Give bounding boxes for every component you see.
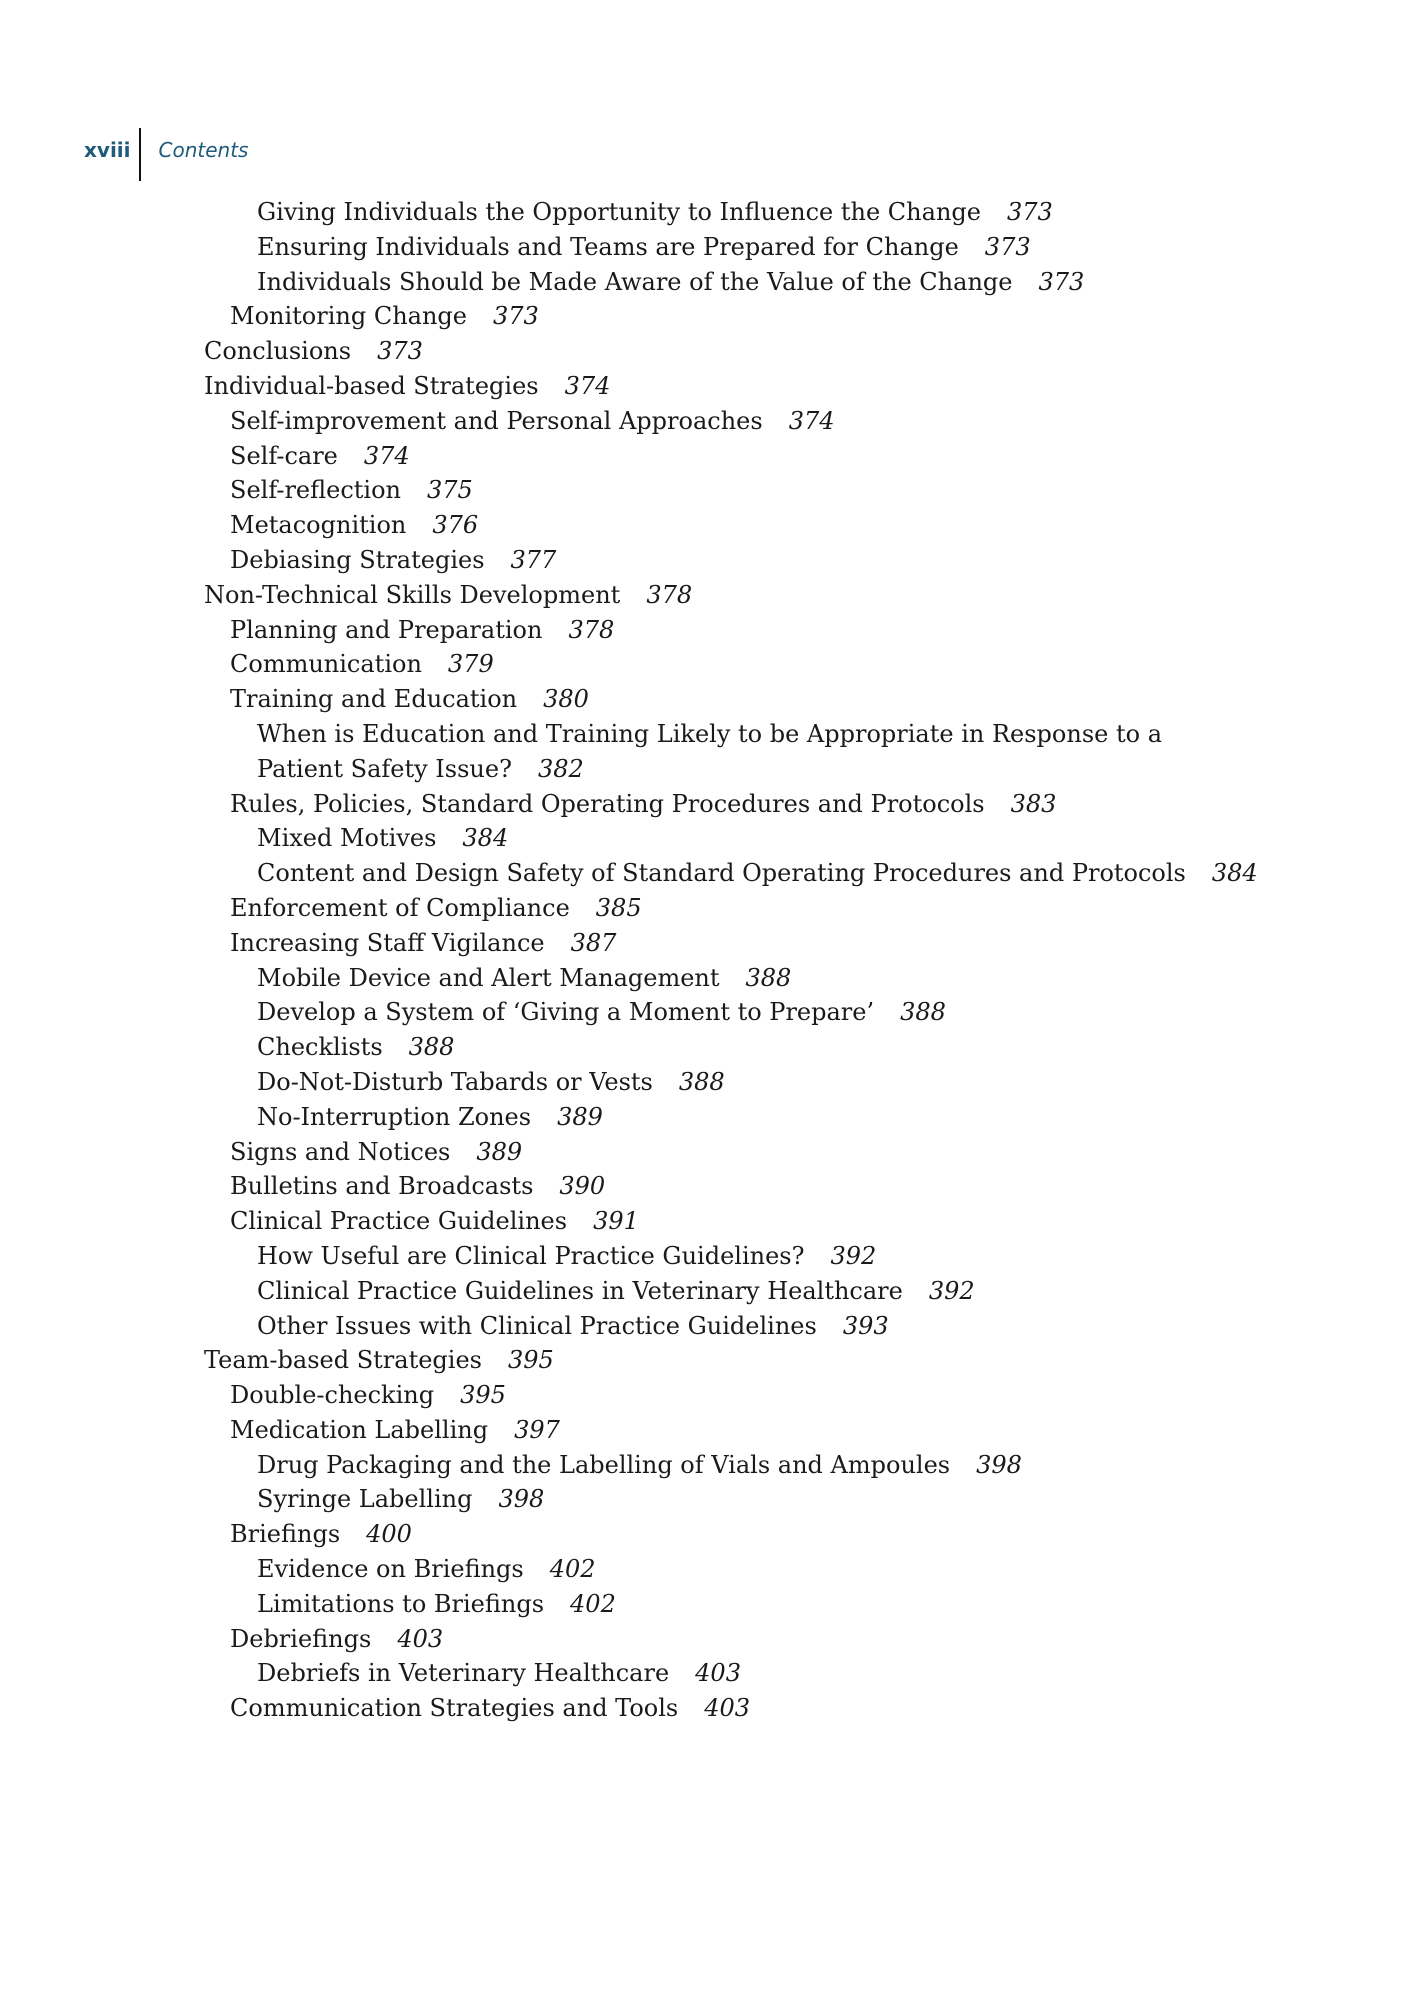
toc-entry-title: Mobile Device and Alert Management xyxy=(257,963,720,992)
toc-entry-title: Medication Labelling xyxy=(230,1415,489,1444)
toc-entry-title: Double-checking xyxy=(230,1381,435,1410)
toc-entry-page: 382 xyxy=(537,754,584,783)
toc-entry-title: Self-care xyxy=(230,441,338,470)
toc-entry-page: 391 xyxy=(593,1207,639,1236)
running-head xyxy=(84,128,248,181)
toc-entry xyxy=(204,1517,1204,1552)
toc-entry-page: 373 xyxy=(493,302,539,331)
toc-entry xyxy=(204,1309,1204,1344)
toc-entry-page: 373 xyxy=(1038,267,1085,296)
toc-entry xyxy=(204,1239,1204,1274)
toc-entry xyxy=(204,508,1204,543)
toc-entry-page: 380 xyxy=(543,685,589,714)
toc-entry-title: How Useful are Clinical Practice Guidelines? xyxy=(257,1241,805,1270)
toc-entry xyxy=(204,1622,1204,1657)
toc-entry-page: 389 xyxy=(557,1102,603,1131)
toc-entry xyxy=(204,821,1204,856)
toc-entry xyxy=(204,1204,1204,1239)
toc-entry-page: 383 xyxy=(1010,789,1057,818)
toc-entry xyxy=(204,787,1204,822)
toc-entry-title: Clinical Practice Guidelines xyxy=(230,1207,568,1236)
toc-entry-page: 374 xyxy=(564,371,611,400)
toc-entry-title: Debiasing Strategies xyxy=(230,545,485,574)
toc-entry-page: 403 xyxy=(695,1659,741,1688)
toc-entry-title: Content and Design Safety of Standard Operating Procedures and Protocols xyxy=(257,859,1186,888)
toc-entry-page: 385 xyxy=(595,893,642,922)
toc-entry xyxy=(204,265,1204,300)
page-number: xviii xyxy=(84,138,131,162)
toc-entry xyxy=(204,578,1204,613)
toc-entry xyxy=(204,995,1204,1030)
section-title: Contents xyxy=(158,138,249,162)
toc-entry-page: 374 xyxy=(363,441,410,470)
toc-entry-title: Other Issues with Clinical Practice Guidelines xyxy=(257,1311,817,1340)
toc-entry-page: 403 xyxy=(704,1694,751,1723)
toc-entry xyxy=(204,856,1258,891)
toc-entry xyxy=(204,473,1204,508)
toc-entry-title: Individual-based Strategies xyxy=(204,371,539,400)
toc-entry-page: 387 xyxy=(570,928,617,957)
toc-entry-page: 398 xyxy=(976,1450,1022,1479)
toc-entry xyxy=(204,961,1204,996)
toc-entry-page: 379 xyxy=(447,650,494,679)
toc-entry-page: 373 xyxy=(984,232,1031,261)
toc-entry xyxy=(204,543,1204,578)
toc-entry-page: 389 xyxy=(476,1137,523,1166)
toc-entry xyxy=(204,1656,1204,1691)
toc-entry-page: 373 xyxy=(1006,198,1053,226)
toc-entry xyxy=(204,404,1204,439)
toc-entry-page: 388 xyxy=(408,1033,455,1062)
toc-entry-page: 402 xyxy=(570,1589,616,1618)
toc-entry xyxy=(204,230,1204,265)
toc-entry-title: Debriefs in Veterinary Healthcare xyxy=(257,1659,670,1688)
toc-entry-title: Bulletins and Broadcasts xyxy=(230,1172,534,1201)
toc-entry xyxy=(204,299,1204,334)
toc-entry-page: 376 xyxy=(432,511,479,540)
toc-entry-title: Communication Strategies and Tools xyxy=(230,1694,679,1723)
toc-entry-title: Giving Individuals the Opportunity to Influence the Change xyxy=(257,198,981,226)
toc-entry xyxy=(204,1413,1204,1448)
toc-entry xyxy=(204,891,1204,926)
toc-entry-page: 388 xyxy=(745,963,792,992)
toc-entry xyxy=(204,1482,1204,1517)
toc-entry-page: 390 xyxy=(559,1172,606,1201)
toc-entry xyxy=(204,1169,1204,1204)
toc-entry-page: 395 xyxy=(507,1346,554,1375)
toc-entry-title: Mixed Motives xyxy=(257,824,437,853)
toc-entry xyxy=(204,1587,1204,1622)
toc-entry-title: Team-based Strategies xyxy=(204,1346,482,1375)
toc-entry-page: 400 xyxy=(366,1520,412,1549)
toc-entry-page: 384 xyxy=(1211,859,1258,888)
toc-entry xyxy=(204,1343,1204,1378)
toc-entry xyxy=(204,1065,1204,1100)
toc-entry-title: Non-Technical Skills Development xyxy=(204,580,621,609)
toc-entry-title: Limitations to Briefings xyxy=(257,1589,545,1618)
toc-entry xyxy=(204,717,1217,787)
toc-entry-title: Signs and Notices xyxy=(230,1137,451,1166)
toc-entry-page: 398 xyxy=(498,1485,545,1514)
toc-entry xyxy=(204,1030,1204,1065)
toc-entry xyxy=(204,1552,1204,1587)
toc-entry-page: 378 xyxy=(568,615,615,644)
toc-entry-title: Rules, Policies, Standard Operating Procedures and Protocols xyxy=(230,789,985,818)
toc-entry xyxy=(204,647,1204,682)
toc-entry-title: When is Education and Training Likely to be Appropriate in Response to a Patient Safety Issue? xyxy=(257,719,1163,783)
toc-entry-title: Communication xyxy=(230,650,422,679)
toc-entry-page: 392 xyxy=(928,1276,975,1305)
toc-entry xyxy=(204,334,1204,369)
toc-entry xyxy=(204,1274,1204,1309)
toc-entry-title: No-Interruption Zones xyxy=(257,1102,532,1131)
toc-entry-title: Debriefings xyxy=(230,1624,372,1653)
toc-entry-page: 388 xyxy=(678,1067,725,1096)
toc-entry xyxy=(204,1448,1204,1483)
toc-entry-title: Checklists xyxy=(257,1033,383,1062)
toc-entry-title: Individuals Should be Made Aware of the Value of the Change xyxy=(257,267,1013,296)
toc-entry-title: Conclusions xyxy=(204,337,352,366)
toc-entry-title: Increasing Staff Vigilance xyxy=(230,928,545,957)
toc-entry-title: Syringe Labelling xyxy=(257,1485,473,1514)
toc-entry-page: 395 xyxy=(460,1381,506,1410)
toc-entry-title: Self-reflection xyxy=(230,476,402,505)
toc-entry xyxy=(204,195,1204,230)
toc-entry-title: Monitoring Change xyxy=(230,302,467,331)
toc-entry xyxy=(204,926,1204,961)
toc-entry-title: Metacognition xyxy=(230,511,407,540)
toc-entry xyxy=(204,682,1204,717)
toc-entry-title: Self-improvement and Personal Approaches xyxy=(230,406,763,435)
toc-entry xyxy=(204,1135,1204,1170)
toc-entry-page: 373 xyxy=(377,337,423,366)
table-of-contents xyxy=(204,195,1258,1726)
toc-entry-title: Evidence on Briefings xyxy=(257,1555,524,1584)
toc-entry-title: Drug Packaging and the Labelling of Vials and Ampoules xyxy=(257,1450,951,1479)
toc-entry-page: 374 xyxy=(788,406,835,435)
toc-entry-title: Clinical Practice Guidelines in Veterinary Healthcare xyxy=(257,1276,903,1305)
toc-entry-page: 392 xyxy=(830,1241,877,1270)
toc-entry-title: Ensuring Individuals and Teams are Prepared for Change xyxy=(257,232,959,261)
toc-entry-title: Do-Not-Disturb Tabards or Vests xyxy=(257,1067,653,1096)
toc-entry-page: 375 xyxy=(427,476,473,505)
toc-entry xyxy=(204,1378,1204,1413)
toc-entry xyxy=(204,439,1204,474)
toc-entry-page: 402 xyxy=(549,1555,596,1584)
toc-entry-title: Briefings xyxy=(230,1520,341,1549)
toc-entry-page: 388 xyxy=(900,998,946,1027)
toc-entry-title: Enforcement of Compliance xyxy=(230,893,570,922)
toc-entry-page: 397 xyxy=(514,1415,560,1444)
toc-entry-page: 393 xyxy=(842,1311,889,1340)
toc-entry-page: 403 xyxy=(397,1624,444,1653)
toc-entry-page: 378 xyxy=(646,580,693,609)
toc-entry-page: 377 xyxy=(510,545,557,574)
toc-entry xyxy=(204,369,1204,404)
toc-entry-title: Develop a System of ‘Giving a Moment to Prepare’ xyxy=(257,998,875,1027)
toc-entry xyxy=(204,613,1204,648)
toc-entry-title: Planning and Preparation xyxy=(230,615,543,644)
toc-entry xyxy=(204,1100,1204,1135)
toc-entry-title: Training and Education xyxy=(230,685,518,714)
toc-entry xyxy=(204,1691,1204,1726)
toc-entry-page: 384 xyxy=(462,824,509,853)
